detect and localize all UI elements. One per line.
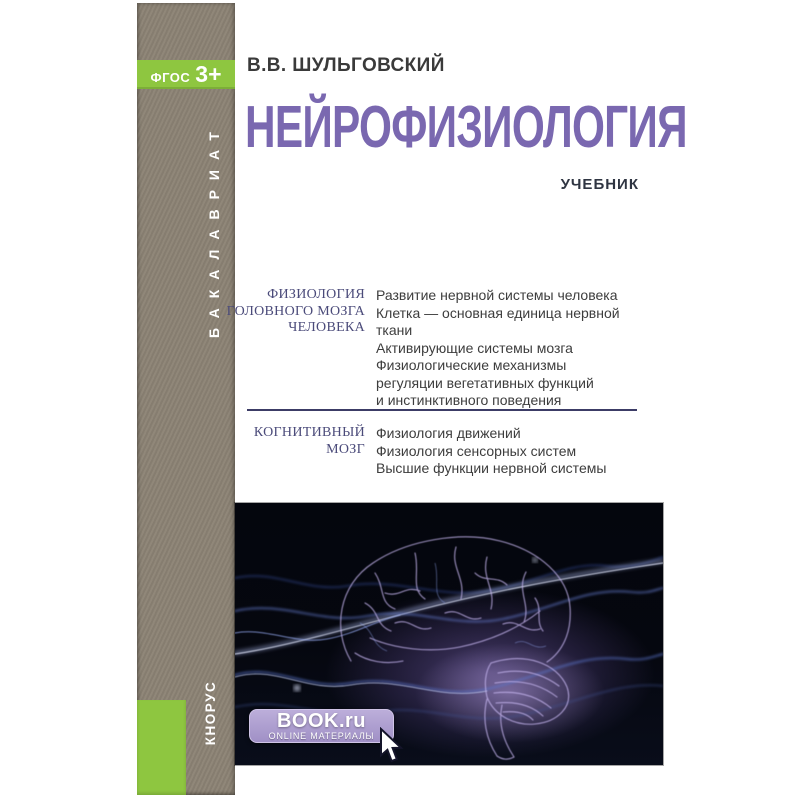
toc-item: Физиология сенсорных систем: [376, 442, 577, 459]
toc-section-1-items: [376, 287, 645, 410]
bookru-badge: [249, 709, 394, 743]
fgos-label: ФГОС: [150, 70, 191, 85]
fgos-value: 3+: [195, 61, 222, 87]
brain-hero-image: [235, 503, 663, 765]
toc-section-1-heading: [225, 287, 365, 410]
heading-line: ЧЕЛОВЕКА: [288, 320, 365, 335]
book-title: НЕЙРОФИЗИОЛОГИЯ: [245, 93, 687, 161]
spine-green-block: [137, 700, 186, 795]
heading-line: КОГНИТИВНЫЙ: [253, 425, 365, 440]
author-name: В.В. ШУЛЬГОВСКИЙ: [247, 55, 445, 76]
bookru-title: BOOK.ru: [276, 710, 367, 732]
heading-line: ГОЛОВНОГО МОЗГА: [226, 303, 365, 319]
heading-line: ФИЗИОЛОГИЯ: [267, 287, 365, 302]
book-type-label: УЧЕБНИК: [560, 176, 639, 193]
heading-line: МОЗГ: [326, 441, 365, 457]
toc-item: Развитие нервной системы человека: [376, 287, 618, 303]
toc-item: Физиология движений: [376, 425, 521, 441]
section-divider: [247, 409, 637, 411]
bookru-subtitle: ONLINE МАТЕРИАЛЫ: [268, 731, 375, 741]
toc-item: и инстинктивного поведения: [376, 392, 562, 408]
toc-section-2-heading: [225, 425, 365, 478]
series-label-vertical: БАКАЛАВРИАТ: [206, 122, 222, 338]
toc-item: Высшие функции нервной системы: [376, 460, 607, 476]
toc-item: Клетка — основная единица нервной ткани: [376, 304, 620, 338]
toc-item: Физиологические механизмы: [376, 357, 567, 373]
toc-item: Активирующие системы мозга: [376, 339, 573, 356]
toc-section-1: [225, 287, 645, 410]
toc-item: регуляции вегетативных функций: [376, 374, 594, 391]
publisher-logo-vertical: КНОРУС: [203, 680, 218, 746]
toc-section-2-items: [376, 425, 606, 478]
toc-section-2: [225, 425, 645, 478]
fgos-badge: [137, 60, 235, 89]
cursor-icon: [377, 727, 407, 765]
